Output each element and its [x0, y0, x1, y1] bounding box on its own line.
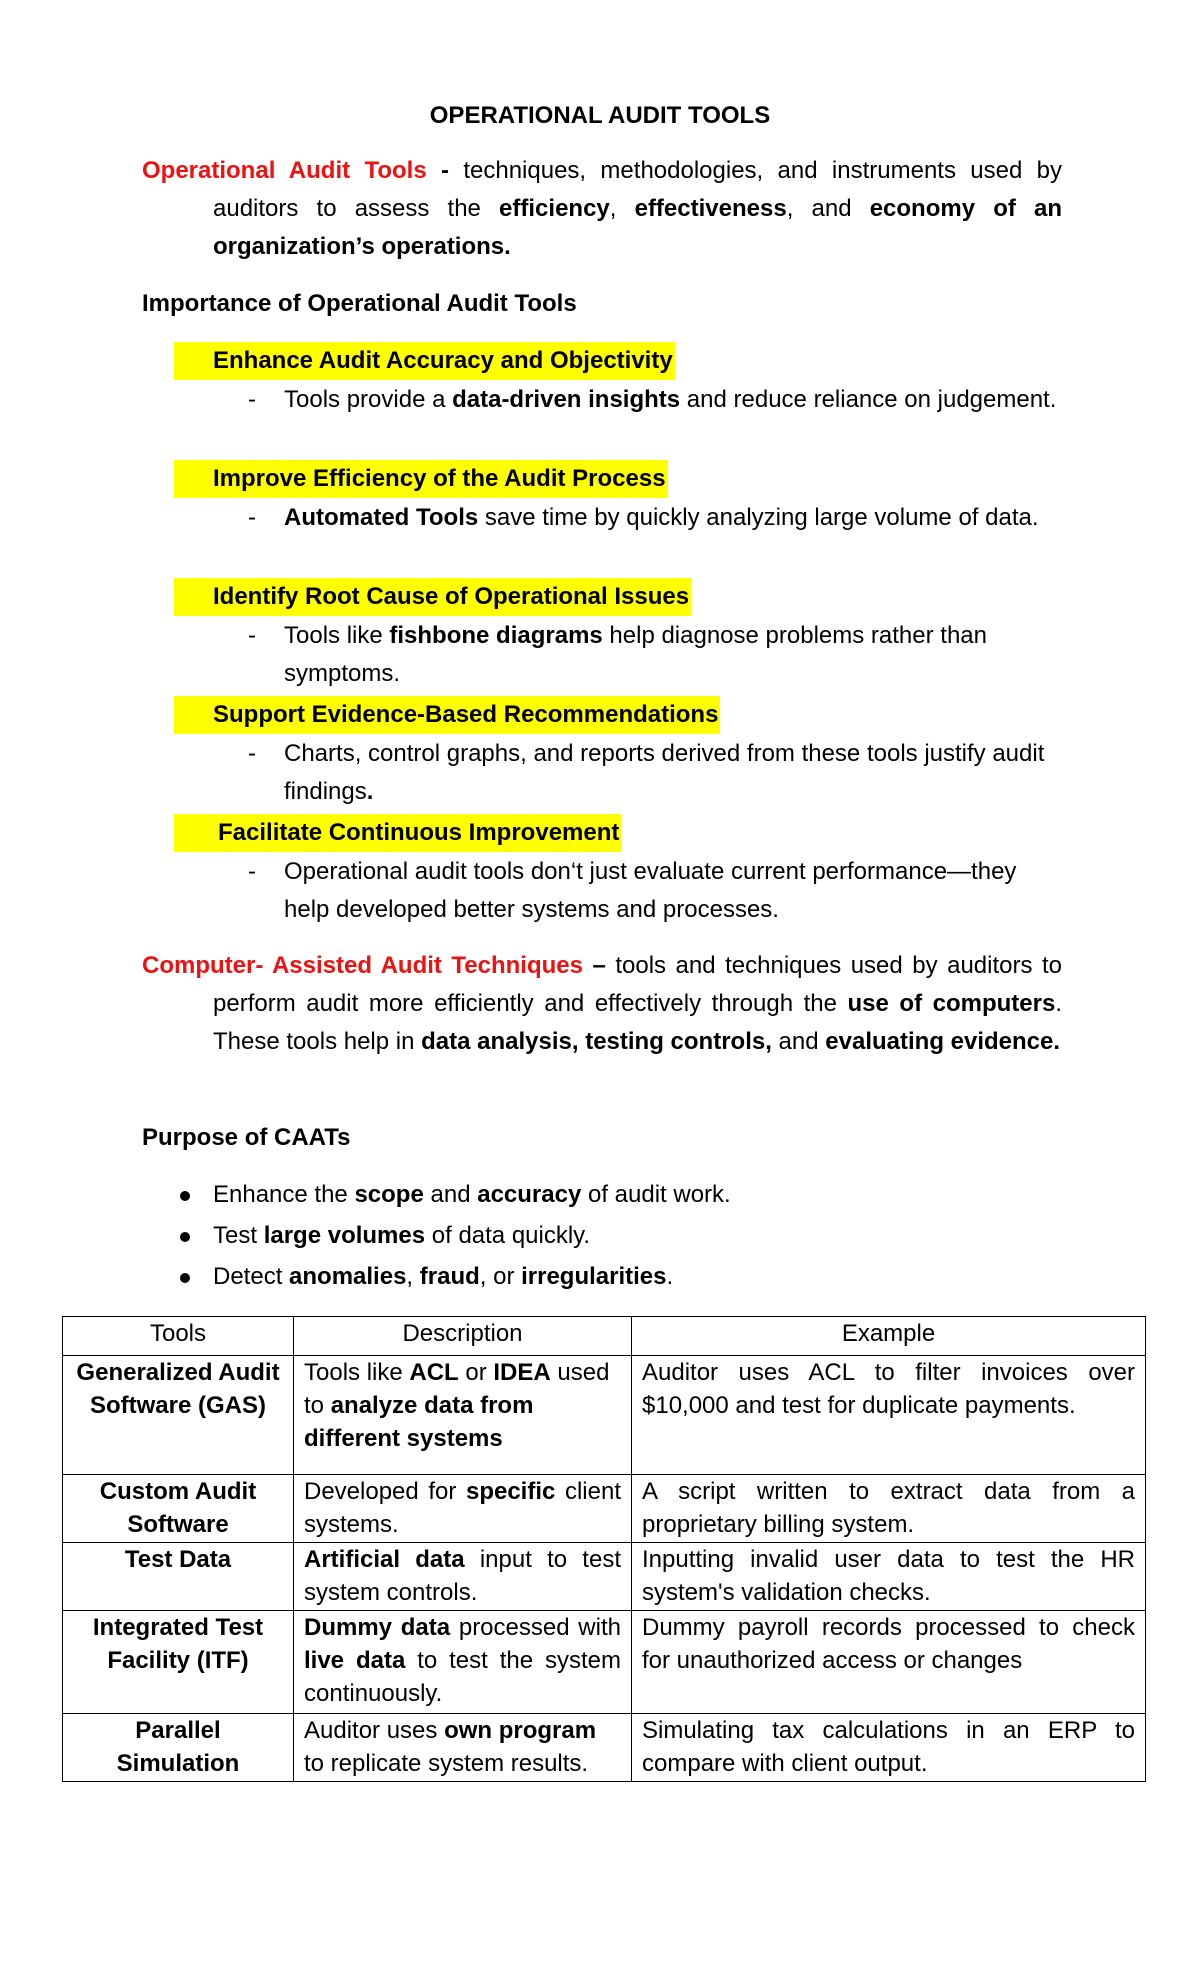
- description-cell: Developed for specific client systems.: [294, 1475, 632, 1543]
- column-header: Tools: [63, 1317, 294, 1356]
- tool-cell: Generalized Audit Software (GAS): [63, 1356, 294, 1475]
- example-cell: Inputting invalid user data to test the HR system's validation checks.: [632, 1543, 1146, 1611]
- table-row: [63, 1475, 1146, 1543]
- column-header: Example: [632, 1317, 1146, 1356]
- importance-item-detail: Operational audit tools don‘t just evaluate current performance—they help developed better systems and processes.: [284, 858, 1017, 923]
- description-cell: Dummy data processed with live data to test the system continuously.: [294, 1611, 632, 1714]
- tool-cell: Test Data: [63, 1543, 294, 1611]
- tool-cell: Custom Audit Software: [63, 1475, 294, 1543]
- description-cell: Tools like ACL or IDEA used to analyze data from different systems: [294, 1356, 632, 1475]
- description-cell: Artificial data input to test system controls.: [294, 1543, 632, 1611]
- definition-paragraph: Operational Audit Tools - techniques, methodologies, and instruments used by auditors to assess the efficiency, effectiveness, and economy of an organization’s operations.: [142, 157, 1063, 260]
- importance-item: [0, 460, 1200, 498]
- importance-item: [0, 814, 1200, 852]
- importance-item: [0, 696, 1200, 734]
- importance-item: [0, 342, 1200, 380]
- importance-item-label: Improve Efficiency of the Audit Process: [174, 460, 668, 498]
- table-row: [63, 1356, 1146, 1475]
- importance-item-label: Enhance Audit Accuracy and Objectivity: [174, 342, 675, 380]
- tool-cell: Parallel Simulation: [63, 1714, 294, 1782]
- caats-table: [62, 1316, 1146, 1782]
- table-row: [63, 1611, 1146, 1714]
- importance-item-detail: Tools like fishbone diagrams help diagnose problems rather than symptoms.: [284, 622, 987, 687]
- caats-term: Computer- Assisted Audit Techniques: [142, 952, 583, 979]
- tool-cell: Integrated Test Facility (ITF): [63, 1611, 294, 1714]
- importance-item-detail: Automated Tools save time by quickly analyzing large volume of data.: [284, 504, 1039, 531]
- example-cell: Auditor uses ACL to filter invoices over $10,000 and test for duplicate payments.: [632, 1356, 1146, 1475]
- caats-definition-paragraph: Computer- Assisted Audit Techniques – tools and techniques used by auditors to perform audit more efficiently and effectively through the use of computers. These tools help in data analysis, testing controls, and evaluating evidence.: [142, 952, 1063, 1055]
- table-header-row: [63, 1317, 1146, 1356]
- dash-icon: -: [248, 386, 256, 413]
- column-header: Description: [294, 1317, 632, 1356]
- purpose-item: Enhance the scope and accuracy of audit work.: [0, 1176, 1200, 1214]
- example-cell: A script written to extract data from a proprietary billing system.: [632, 1475, 1146, 1543]
- example-cell: Dummy payroll records processed to check for unauthorized access or changes: [632, 1611, 1146, 1714]
- bullet-icon: [180, 1232, 190, 1242]
- importance-item-detail: Charts, control graphs, and reports derived from these tools justify audit findings.: [284, 740, 1045, 805]
- example-cell: Simulating tax calculations in an ERP to compare with client output.: [632, 1714, 1146, 1782]
- importance-item-label: Facilitate Continuous Improvement: [174, 814, 621, 852]
- table-row: [63, 1714, 1146, 1782]
- dash-icon: -: [248, 504, 256, 531]
- bullet-icon: [180, 1273, 190, 1283]
- importance-item-label: Identify Root Cause of Operational Issues: [174, 578, 691, 616]
- purpose-item: Detect anomalies, fraud, or irregularities.: [0, 1258, 1200, 1296]
- dash-icon: -: [248, 858, 256, 885]
- purpose-item: Test large volumes of data quickly.: [0, 1217, 1200, 1255]
- importance-item-detail: Tools provide a data-driven insights and reduce reliance on judgement.: [284, 386, 1057, 413]
- definition-separator: -: [426, 157, 464, 184]
- dash-icon: -: [248, 622, 256, 649]
- importance-item: [0, 578, 1200, 616]
- importance-item-label: Support Evidence-Based Recommendations: [174, 696, 720, 734]
- definition-term: Operational Audit Tools: [142, 157, 427, 184]
- purpose-heading: Purpose of CAATs: [142, 1124, 351, 1151]
- table-row: [63, 1543, 1146, 1611]
- page-title: OPERATIONAL AUDIT TOOLS: [429, 102, 771, 129]
- dash-icon: -: [248, 740, 256, 767]
- bullet-icon: [180, 1191, 190, 1201]
- importance-heading: Importance of Operational Audit Tools: [142, 290, 577, 317]
- description-cell: Auditor uses own program to replicate system results.: [294, 1714, 632, 1782]
